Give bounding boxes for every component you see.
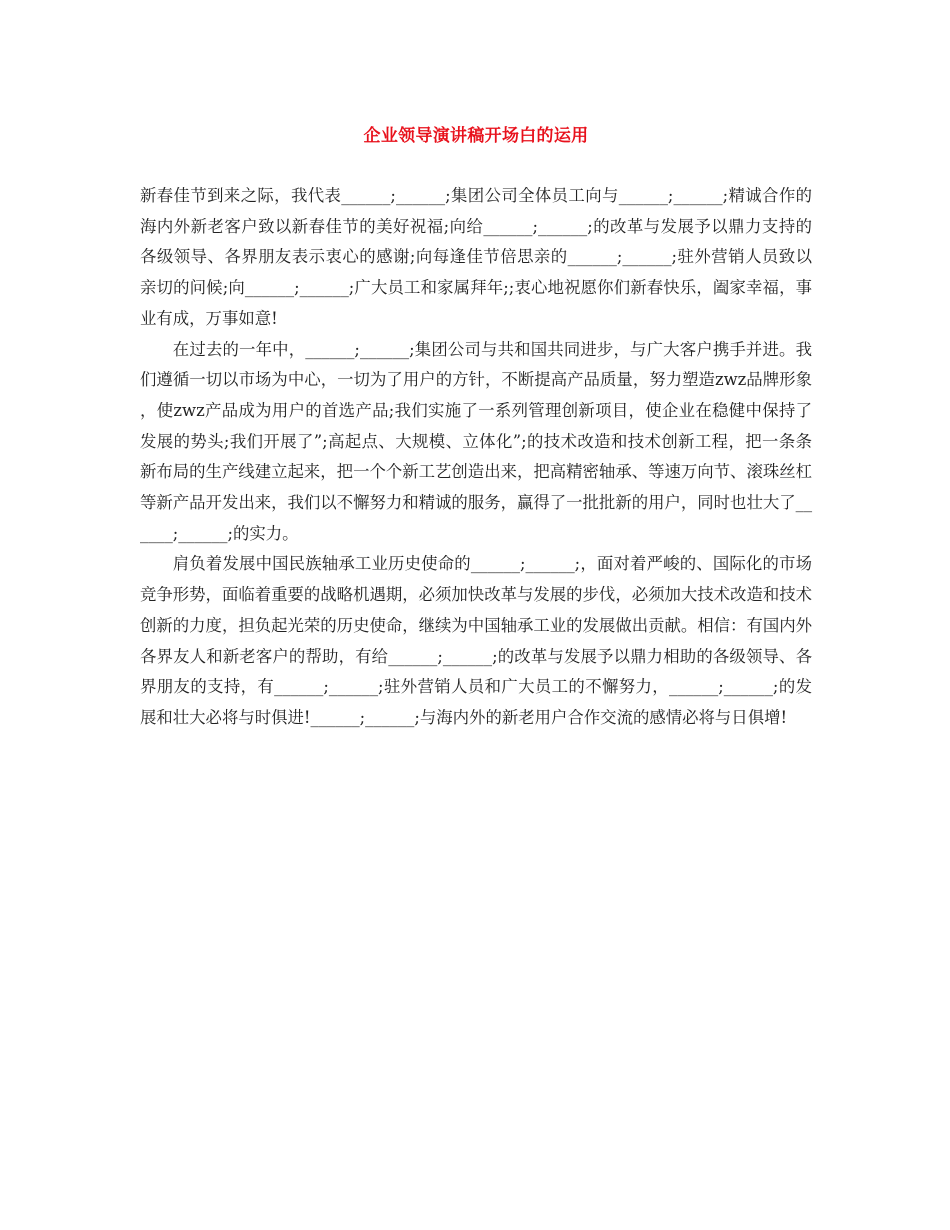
document-page [140,0,812,734]
paragraph-greeting: 新春佳节到来之际，我代表______;______;集团公司全体员工向与______;______;精诚合作的海内外新老客户致以新春佳节的美好祝福;向给______;______;的改革与发展予以鼎力支持的各级领导、各界朋友表示衷心的感谢;向每逢佳节倍思亲的______;______;驻外营销人员致以亲切的问候;向______;______;广大员工和家属拜年;;衷心地祝愿你们新春快乐，阖家幸福，事业有成，万事如意! [140,186,812,328]
document-title: 企业领导演讲稿开场白的运用 [363,126,589,146]
document-body [140,181,812,734]
paragraph-past-year: 在过去的一年中，______;______;集团公司与共和国共同进步，与广大客户携手并进。我们遵循一切以市场为中心，一切为了用户的方针，不断提高产品质量，努力塑造zwz品牌形象，使zwz产品成为用户的首选产品;我们实施了一系列管理创新项目，使企业在稳健中保持了发展的势头;我们开展了”;高起点、大规模、立体化”;的技术改造和技术创新工程，把一条条新布局的生产线建立起来，把一个个新工艺创造出来，把高精密轴承、等速万向节、滚珠丝杠等新产品开发出来，我们以不懈努力和精诚的服务，赢得了一批批新的用户，同时也壮大了______;______;的实力。 [140,339,813,543]
paragraph-mission: 肩负着发展中国民族轴承工业历史使命的______;______;，面对着严峻的、国际化的市场竞争形势，面临着重要的战略机遇期，必须加快改革与发展的步伐，必须加大技术改造和技术创新的力度，担负起光荣的历史使命，继续为中国轴承工业的发展做出贡献。相信：有国内外各界友人和新老客户的帮助，有给______;______;的改革与发展予以鼎力相助的各级领导、各界朋友的支持，有______;______;驻外营销人员和广大员工的不懈努力，______;______;的发展和壮大必将与时俱进!______;______;与海内外的新老用户合作交流的感情必将与日俱增! [140,554,813,727]
